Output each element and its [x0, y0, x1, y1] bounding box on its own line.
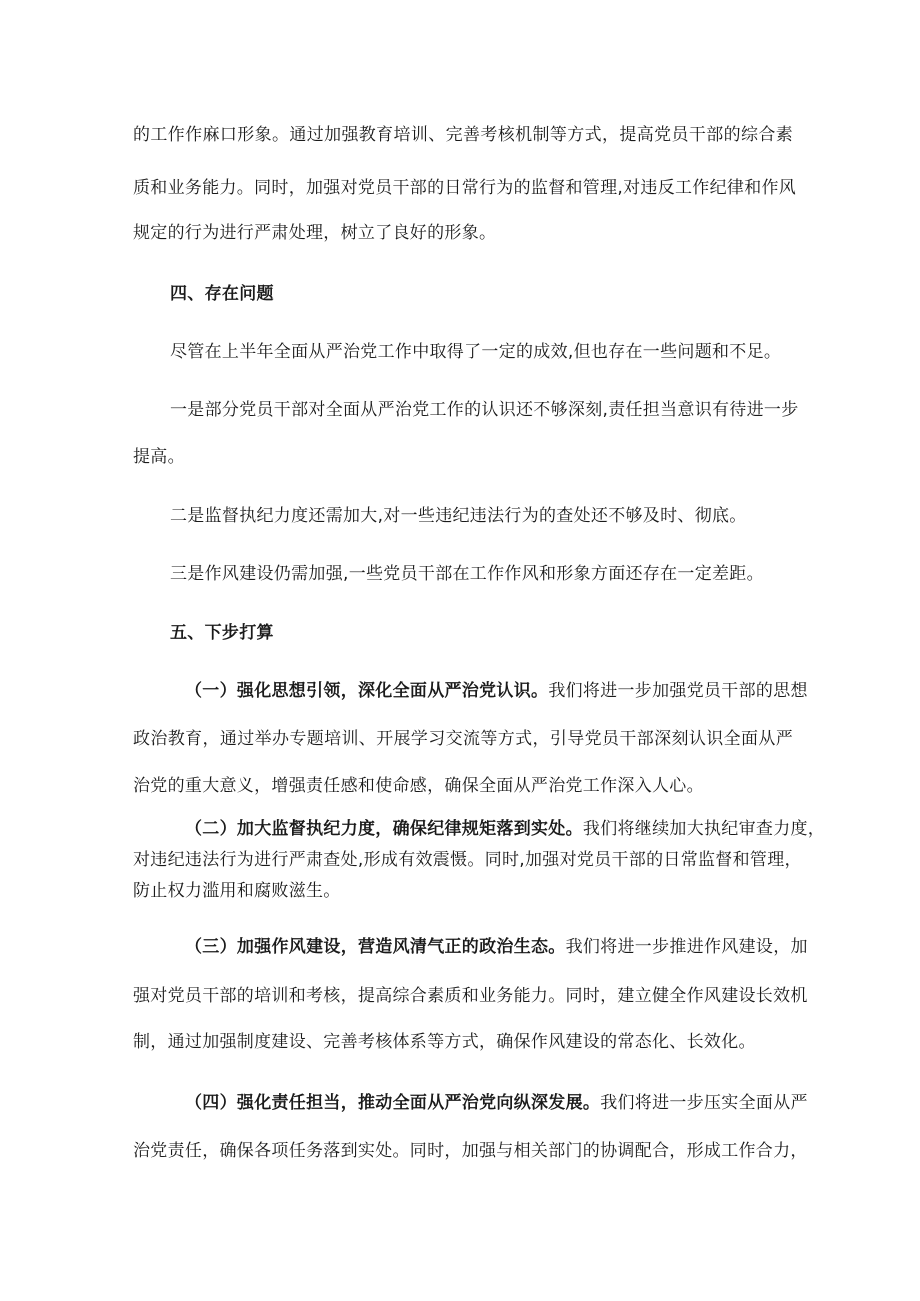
- paragraph-line: 强对党员干部的培训和考核，提高综合素质和业务能力。同时，建立健全作风建设长效机: [133, 986, 808, 1006]
- paragraph-line: 对违纪违法行为进行严肃查处,形成有效震慑。同时,加强对党员干部的日常监督和管理，: [133, 850, 802, 870]
- paragraph-line: 一是部分党员干部对全面从严治党工作的认识还不够深刻,责任担当意识有待进一步: [170, 400, 799, 420]
- paragraph-line: 治党的重大意义，增强责任感和使命感，确保全面从严治党工作深入人心。: [133, 776, 704, 796]
- plan-text: 我们将进一步加强党员干部的思想: [548, 681, 808, 701]
- section-heading: 四、存在问题: [170, 284, 274, 304]
- paragraph-line: 二是监督执纪力度还需加大,对一些违纪违法行为的查处还不够及时、彻底。: [170, 506, 747, 526]
- plan-text: 我们将进一步推进作风建设，加: [565, 937, 808, 957]
- paragraph-line: 三是作风建设仍需加强,一些党员干部在工作作风和形象方面还存在一定差距。: [170, 564, 764, 584]
- paragraph-line: [185, 680, 808, 702]
- paragraph-line: 治党责任，确保各项任务落到实处。同时，加强与相关部门的协调配合，形成工作合力，: [133, 1141, 808, 1161]
- paragraph-line: [185, 936, 808, 958]
- paragraph-line: 规定的行为进行严肃处理，树立了良好的形象。: [133, 223, 497, 243]
- plan-title: （四）强化责任担当，推动全面从严治党向纵深发展。: [185, 1093, 601, 1113]
- plan-text: 我们将继续加大执纪审查力度，: [582, 819, 826, 839]
- section-heading: 五、下步打算: [170, 623, 274, 643]
- paragraph-line: 制，通过加强制度建设、完善考核体系等方式，确保作风建设的常态化、长效化。: [133, 1032, 756, 1052]
- plan-title: （三）加强作风建设，营造风清气正的政治生态。: [185, 937, 566, 957]
- paragraph-line: 的工作作麻口形象。通过加强教育培训、完善考核机制等方式，提高党员干部的综合素: [133, 125, 793, 145]
- paragraph-line: 政治教育，通过举办专题培训、开展学习交流等方式，引导党员干部深刻认识全面从严: [133, 729, 793, 749]
- paragraph-line: 尽管在上半年全面从严治党工作中取得了一定的成效,但也存在一些问题和不足。: [170, 342, 782, 362]
- plan-title: （一）强化思想引领，深化全面从严治党认识。: [185, 681, 549, 701]
- paragraph-line: 提高。: [133, 447, 185, 467]
- paragraph-line: [185, 1092, 808, 1114]
- paragraph-line: 质和业务能力。同时，加强对党员干部的日常行为的监督和管理,对违反工作纪律和作风: [133, 178, 797, 198]
- plan-text: 我们将进一步压实全面从严: [600, 1093, 808, 1113]
- paragraph-line: [185, 818, 826, 840]
- plan-title: （二）加大监督执纪力度，确保纪律规矩落到实处。: [185, 819, 583, 839]
- paragraph-line: 防止权力滥用和腐败滋生。: [133, 881, 341, 901]
